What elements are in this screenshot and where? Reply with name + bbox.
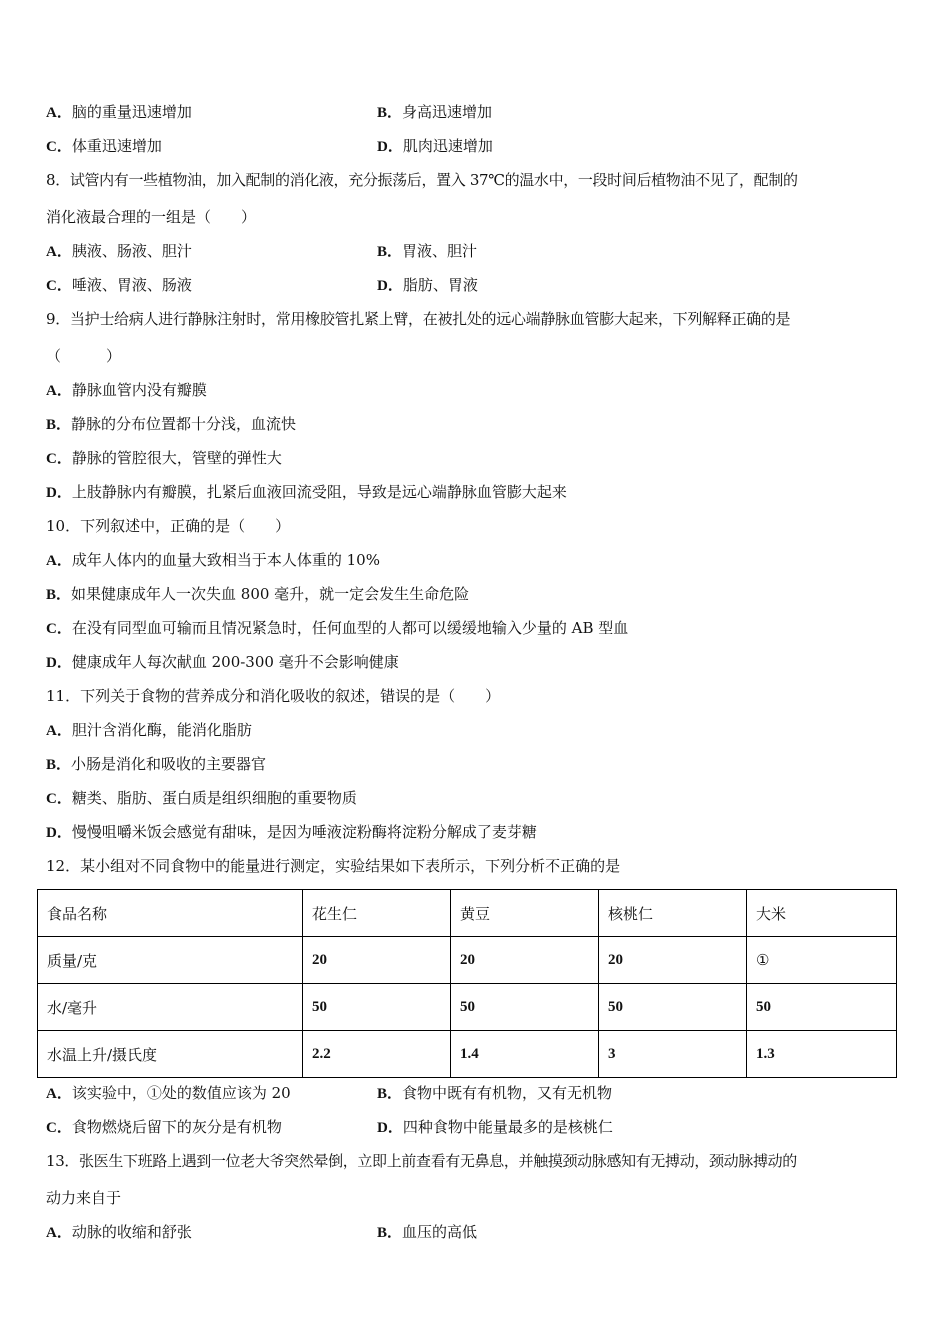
q9-option-b: B．静脉的分布位置都十分浅，血流快 xyxy=(46,415,297,433)
table-row-label: 质量/克 xyxy=(38,937,303,984)
q8-stem-line2: 消化液最合理的一组是（ ） xyxy=(46,208,257,226)
table-cell: 1.4 xyxy=(451,1031,599,1078)
q11-option-d: D．慢慢咀嚼米饭会感觉有甜味，是因为唾液淀粉酶将淀粉分解成了麦芽糖 xyxy=(46,823,537,841)
q7-option-a: A．脑的重量迅速增加 xyxy=(46,103,192,121)
q10-option-a: A．成年人体内的血量大致相当于本人体重的 10% xyxy=(46,551,380,569)
q8-stem-line1: 8．试管内有一些植物油，加入配制的消化液，充分振荡后，置入 37℃的温水中，一段时间后植物油不见了，配制的 xyxy=(46,171,798,189)
table-cell: 50 xyxy=(451,984,599,1031)
table-header-cell: 食品名称 xyxy=(38,890,303,937)
table-cell: ① xyxy=(747,937,897,984)
q7-option-d: D．肌肉迅速增加 xyxy=(377,137,493,155)
q12-option-d: D．四种食物中能量最多的是核桃仁 xyxy=(377,1118,613,1136)
q7-option-c: C．体重迅速增加 xyxy=(46,137,162,155)
q11-option-c: C．糖类、脂肪、蛋白质是组织细胞的重要物质 xyxy=(46,789,357,807)
table-cell: 20 xyxy=(303,937,451,984)
q8-option-c: C．唾液、胃液、肠液 xyxy=(46,276,192,294)
q11-option-b: B．小肠是消化和吸收的主要器官 xyxy=(46,755,267,773)
table-header-cell: 花生仁 xyxy=(303,890,451,937)
table-cell: 3 xyxy=(599,1031,747,1078)
q13-option-a: A．动脉的收缩和舒张 xyxy=(46,1223,192,1241)
table-cell: 1.3 xyxy=(747,1031,897,1078)
q10-option-b: B．如果健康成年人一次失血 800 毫升，就一定会发生生命危险 xyxy=(46,585,470,603)
q8-option-a: A．胰液、肠液、胆汁 xyxy=(46,242,192,260)
table-header-cell: 黄豆 xyxy=(451,890,599,937)
table-cell: 20 xyxy=(599,937,747,984)
table-row-label: 水/毫升 xyxy=(38,984,303,1031)
q12-option-a: A．该实验中，①处的数值应该为 20 xyxy=(46,1084,291,1102)
q13-option-b: B．血压的高低 xyxy=(377,1223,478,1241)
q9-option-a: A．静脉血管内没有瓣膜 xyxy=(46,381,207,399)
q8-option-d: D．脂肪、胃液 xyxy=(377,276,478,294)
table-header-row xyxy=(38,890,897,937)
q9-option-d: D．上肢静脉内有瓣膜，扎紧后血液回流受阻，导致是远心端静脉血管膨大起来 xyxy=(46,483,567,501)
table-cell: 50 xyxy=(747,984,897,1031)
table-row xyxy=(38,937,897,984)
q12-option-b: B．食物中既有有机物，又有无机物 xyxy=(377,1084,613,1102)
food-energy-table xyxy=(37,889,897,1078)
table-row xyxy=(38,1031,897,1078)
q10-option-c: C．在没有同型血可输而且情况紧急时，任何血型的人都可以缓缓地输入少量的 AB 型血 xyxy=(46,619,629,637)
q12-stem: 12．某小组对不同食物中的能量进行测定，实验结果如下表所示，下列分析不正确的是 xyxy=(46,857,621,875)
q10-stem: 10．下列叙述中，正确的是（ ） xyxy=(46,517,291,535)
q9-stem-line1: 9．当护士给病人进行静脉注射时，常用橡胶管扎紧上臂，在被扎处的远心端静脉血管膨大起来，下列解释正确的是 xyxy=(46,310,791,328)
table-header-cell: 核桃仁 xyxy=(599,890,747,937)
q7-option-b: B．身高迅速增加 xyxy=(377,103,493,121)
table-cell: 2.2 xyxy=(303,1031,451,1078)
table-row xyxy=(38,984,897,1031)
q13-stem-line1: 13．张医生下班路上遇到一位老大爷突然晕倒，立即上前查看有无鼻息，并触摸颈动脉感知有无搏动，颈动脉搏动的 xyxy=(46,1152,797,1170)
q8-option-b: B．胃液、胆汁 xyxy=(377,242,478,260)
q11-option-a: A．胆汁含消化酶，能消化脂肪 xyxy=(46,721,252,739)
table-row-label: 水温上升/摄氏度 xyxy=(38,1031,303,1078)
q13-stem-line2: 动力来自于 xyxy=(46,1189,122,1207)
q9-option-c: C．静脉的管腔很大，管壁的弹性大 xyxy=(46,449,282,467)
table-cell: 50 xyxy=(303,984,451,1031)
table-header-cell: 大米 xyxy=(747,890,897,937)
q9-stem-line2: （ ） xyxy=(46,347,122,365)
q11-stem: 11．下列关于食物的营养成分和消化吸收的叙述，错误的是（ ） xyxy=(46,687,501,705)
q10-option-d: D．健康成年人每次献血 200-300 毫升不会影响健康 xyxy=(46,653,399,671)
table-cell: 50 xyxy=(599,984,747,1031)
table-cell: 20 xyxy=(451,937,599,984)
q12-option-c: C．食物燃烧后留下的灰分是有机物 xyxy=(46,1118,282,1136)
